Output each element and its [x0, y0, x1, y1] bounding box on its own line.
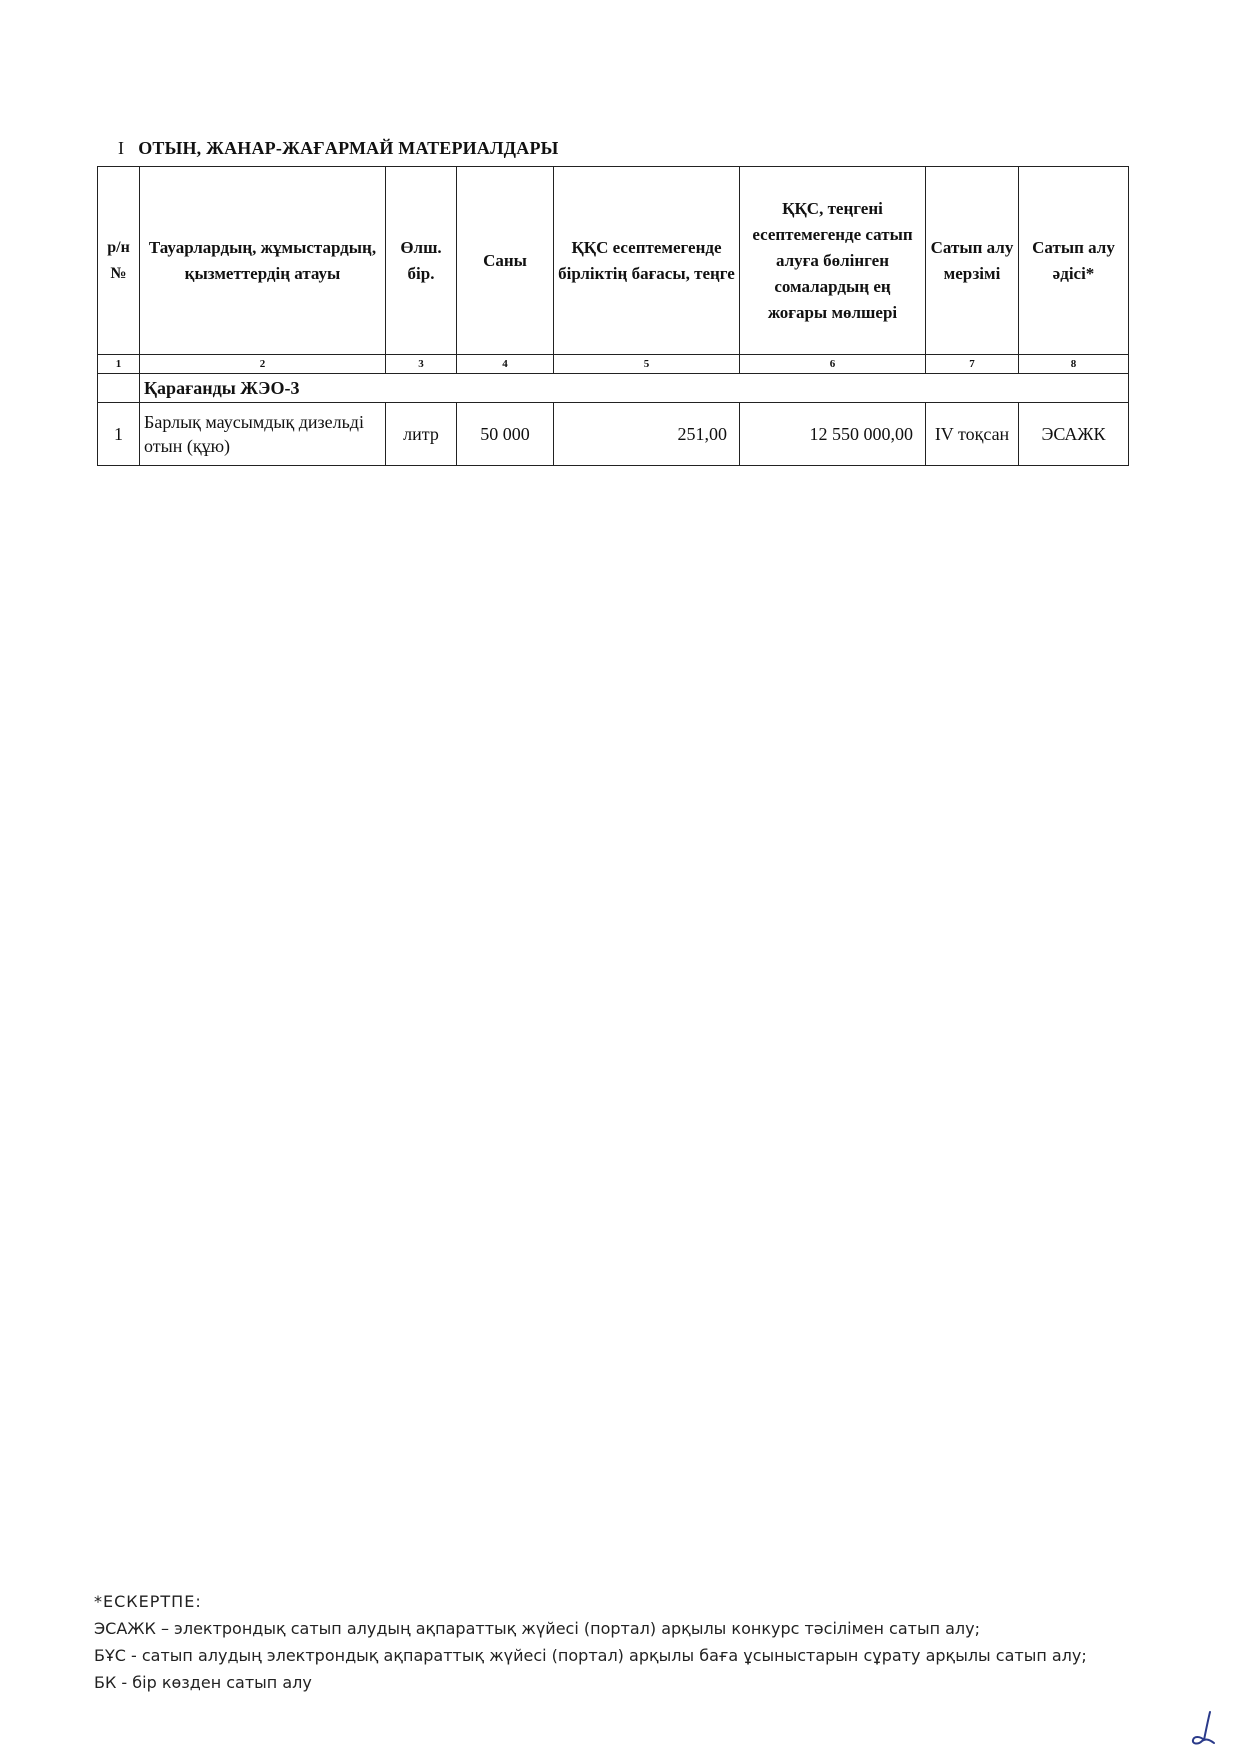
- row-method: ЭСАЖК: [1019, 403, 1129, 466]
- column-number: 8: [1019, 355, 1129, 374]
- column-number: 6: [740, 355, 926, 374]
- header-method: Сатып алу әдісі*: [1019, 167, 1129, 355]
- column-number: 7: [926, 355, 1019, 374]
- row-amount: 12 550 000,00: [740, 403, 926, 466]
- table-row: [98, 403, 1129, 466]
- group-row-empty-cell: [98, 374, 140, 403]
- header-term: Сатып алу мерзімі: [926, 167, 1019, 355]
- column-number-row: [98, 355, 1129, 374]
- row-term: IV тоқсан: [926, 403, 1019, 466]
- row-qty: 50 000: [457, 403, 554, 466]
- header-qty: Саны: [457, 167, 554, 355]
- column-number: 3: [386, 355, 457, 374]
- header-num: р/н №: [98, 167, 140, 355]
- header-amount: ҚҚС, теңгені есептемегенде сатып алуға бөлінген сомалардың ең жоғары мөлшері: [740, 167, 926, 355]
- footnote-line: БҰС - сатып алудың электрондық ақпараттық жүйесі (портал) арқылы баға ұсыныстарын сұрату арқылы сатып алу;: [94, 1646, 1087, 1665]
- row-num: 1: [98, 403, 140, 466]
- row-price: 251,00: [554, 403, 740, 466]
- section-title: [118, 138, 559, 159]
- footnote-title: *ЕСКЕРТПЕ:: [94, 1592, 202, 1611]
- footnote-line: БК - бір көзден сатып алу: [94, 1673, 312, 1692]
- header-name: Тауарлардың, жұмыстардың, қызметтердің атауы: [140, 167, 386, 355]
- column-number: 2: [140, 355, 386, 374]
- header-row: [98, 167, 1129, 355]
- handwritten-mark: [1190, 1710, 1218, 1746]
- section-title-text: ОТЫН, ЖАНАР-ЖАҒАРМАЙ МАТЕРИАЛДАРЫ: [138, 138, 559, 158]
- column-number: 4: [457, 355, 554, 374]
- row-name: Барлық маусымдық дизельді отын (құю): [140, 403, 386, 466]
- section-number: I: [118, 138, 125, 158]
- footnote-line: ЭСАЖК – электрондық сатып алудың ақпараттық жүйесі (портал) арқылы конкурс тәсілімен сатып алу;: [94, 1619, 981, 1638]
- row-unit: литр: [386, 403, 457, 466]
- header-price: ҚҚС есептемегенде бірліктің бағасы, теңге: [554, 167, 740, 355]
- footnote: [94, 1588, 1114, 1696]
- column-number: 1: [98, 355, 140, 374]
- header-unit: Өлш. бір.: [386, 167, 457, 355]
- procurement-table: [97, 166, 1129, 466]
- group-row: [98, 374, 1129, 403]
- column-number: 5: [554, 355, 740, 374]
- group-label: Қарағанды ЖЭО-3: [140, 374, 1129, 403]
